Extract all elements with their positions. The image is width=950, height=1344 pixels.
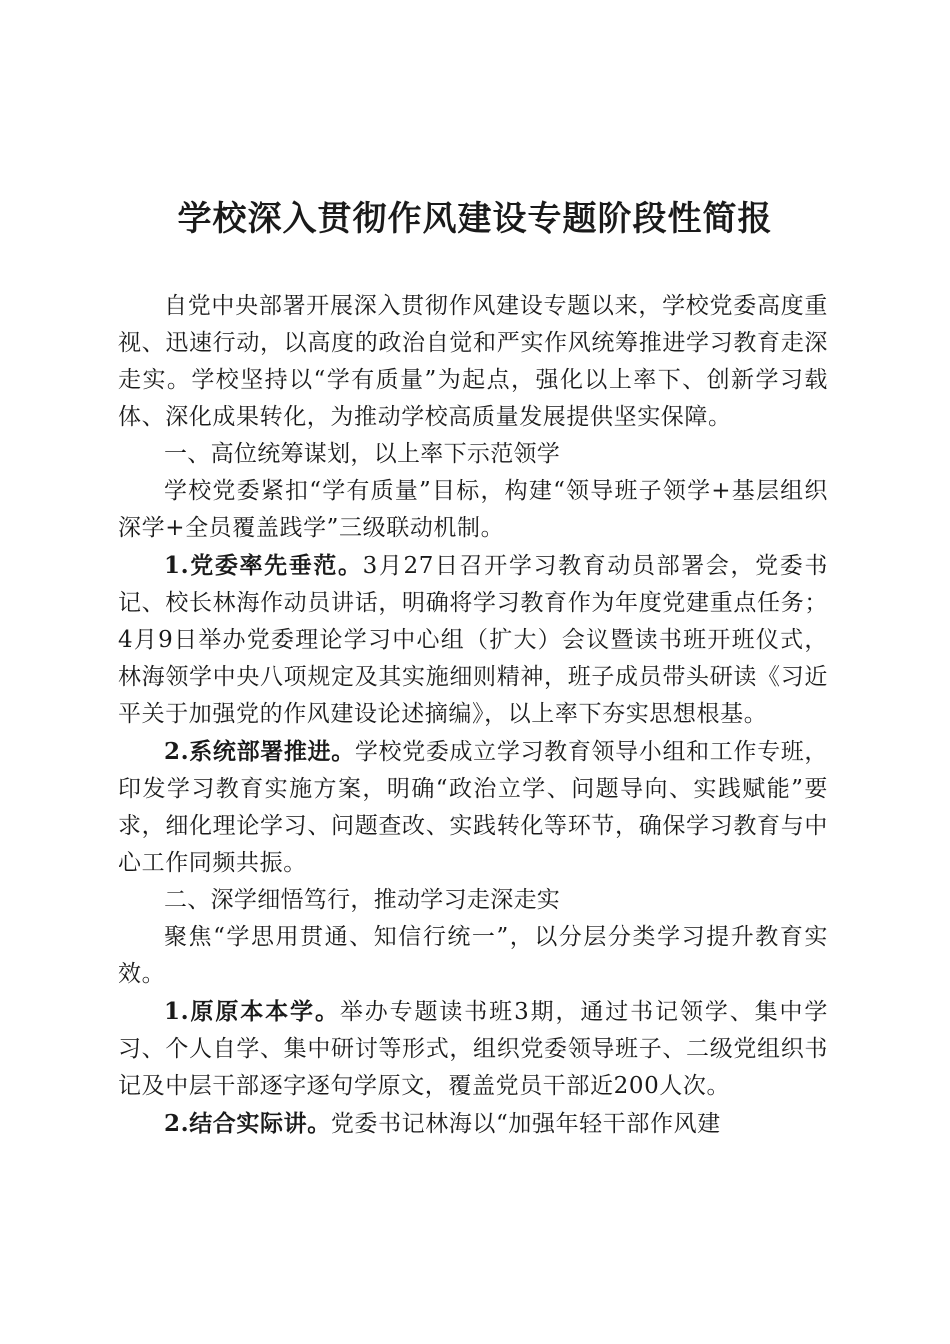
document-title: 学校深入贯彻作风建设专题阶段性简报: [177, 199, 773, 239]
section-1-item-1: [118, 547, 828, 733]
section-1-item-1-text: 3月27日召开学习教育动员部署会，党委书记、校长林海作动员讲话，明确将学习教育作为年度党建重点任务；4月9日举办党委理论学习中心组（扩大）会议暨读书班开班仪式，林海领学中央八项规定及其实施细则精神，班子成员带头研读《习近平关于加强党的作风建设论述摘编》，以上率下夯实思想根基。: [118, 553, 828, 727]
document-body: [118, 288, 828, 1143]
section-1-item-1-lead: 1.党委率先垂范。: [164, 552, 363, 579]
section-2-item-2-text: 党委书记林海以“加强年轻干部作风建: [330, 1111, 721, 1137]
section-1-item-2-text: 学校党委成立学习教育领导小组和工作专班，印发学习教育实施方案，明确“政治立学、问题导向、实践赋能”要求，细化理论学习、问题查改、实践转化等环节，确保学习教育与中心工作同频共振。: [118, 739, 829, 876]
section-1-item-2-lead: 2.系统部署推进。: [164, 738, 355, 765]
section-2-summary: 聚焦“学思用贯通、知信行统一”，以分层分类学习提升教育实效。: [118, 924, 828, 987]
section-2-item-2: [118, 1105, 828, 1143]
intro-paragraph: 自党中央部署开展深入贯彻作风建设专题以来，学校党委高度重视、迅速行动，以高度的政治自觉和严实作风统筹推进学习教育走深走实。学校坚持以“学有质量”为起点，强化以上率下、创新学习载体、深化成果转化，为推动学校高质量发展提供坚实保障。: [118, 293, 828, 430]
section-2-heading: 二、深学细悟笃行，推动学习走深走实: [164, 887, 561, 913]
section-1-heading: 一、高位统筹谋划，以上率下示范领学: [164, 441, 561, 467]
section-1-item-2: [118, 733, 828, 882]
section-1-summary: 学校党委紧扣“学有质量”目标，构建“领导班子领学+基层组织深学+全员覆盖践学”三级联动机制。: [118, 478, 828, 541]
section-2-item-2-lead: 2.结合实际讲。: [164, 1110, 331, 1137]
section-2-item-1-text: 举办专题读书班3期，通过书记领学、集中学习、个人自学、集中研讨等形式，组织党委领导班子、二级党组织书记及中层干部逐字逐句学原文，覆盖党员干部近200人次。: [118, 999, 828, 1099]
section-2-item-1: [118, 993, 828, 1105]
section-2-item-1-lead: 1.原原本本学。: [164, 998, 340, 1025]
